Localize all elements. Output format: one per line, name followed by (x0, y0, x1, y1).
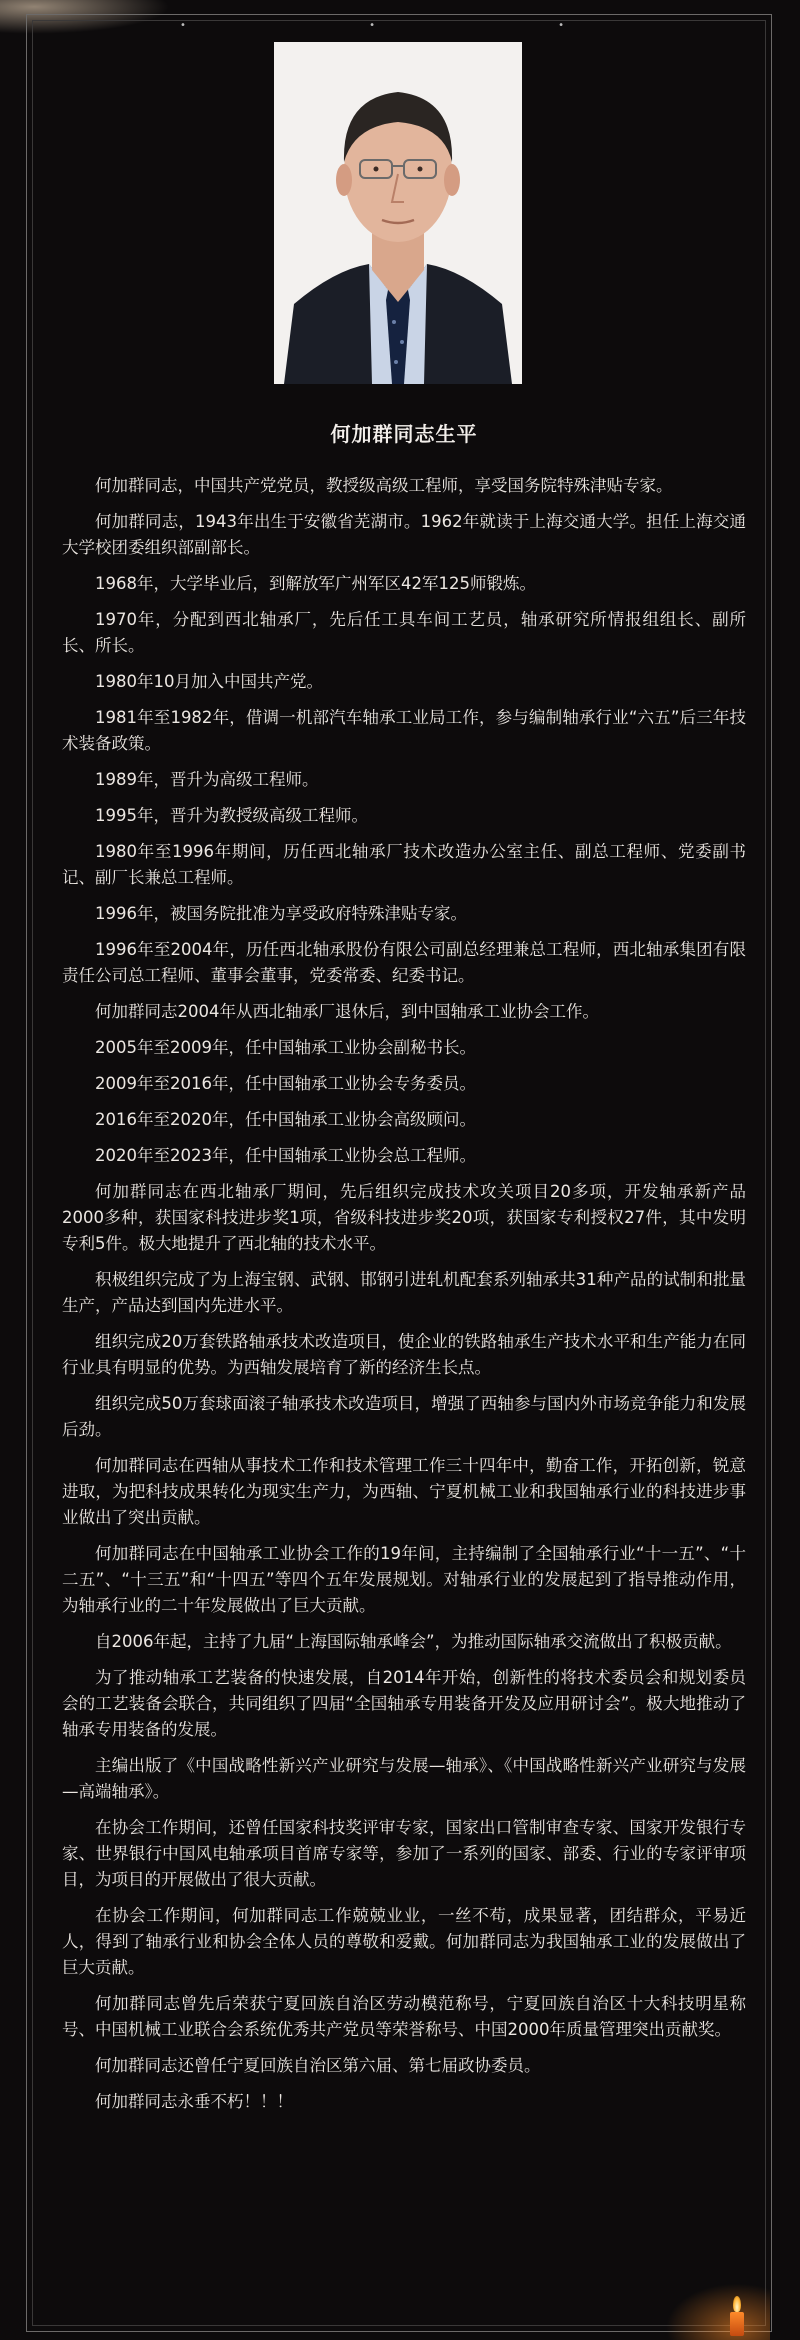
candle-glow-decoration (660, 2280, 770, 2340)
biography-paragraph: 1980年10月加入中国共产党。 (95, 672, 323, 691)
biography-paragraph: 1996年，被国务院批准为享受政府特殊津贴专家。 (95, 904, 467, 923)
biography-paragraph: 1981年至1982年，借调一机部汽车轴承工业局工作，参与编制轴承行业“六五”后三年技术装备政策。 (62, 708, 746, 753)
biography-paragraph: 何加群同志2004年从西北轴承厂退休后，到中国轴承工业协会工作。 (95, 1002, 599, 1021)
biography-paragraph: 自2006年起，主持了九届“上海国际轴承峰会”，为推动国际轴承交流做出了积极贡献。 (95, 1632, 732, 1651)
biography-paragraph: 组织完成50万套球面滚子轴承技术改造项目，增强了西轴参与国内外市场竞争能力和发展后劲。 (62, 1394, 746, 1439)
biography-paragraph: 1968年，大学毕业后，到解放军广州军区42军125师锻炼。 (95, 574, 536, 593)
top-dots-decoration: • • • (180, 20, 655, 31)
biography-paragraph: 何加群同志还曾任宁夏回族自治区第六届、第七届政协委员。 (95, 2056, 541, 2075)
biography-paragraph: 何加群同志曾先后荣获宁夏回族自治区劳动模范称号，宁夏回族自治区十大科技明星称号、中国机械工业联合会系统优秀共产党员等荣誉称号、中国2000年质量管理突出贡献奖。 (62, 1994, 746, 2039)
biography-paragraph: 在协会工作期间，还曾任国家科技奖评审专家，国家出口管制审查专家、国家开发银行专家、世界银行中国风电轴承项目首席专家等，参加了一系列的国家、部委、行业的专家评审项目，为项目的开展做出了很大贡献。 (62, 1818, 746, 1889)
biography-paragraph: 何加群同志在中国轴承工业协会工作的19年间，主持编制了全国轴承行业“十一五”、“十二五”、“十三五”和“十四五”等四个五年发展规划。对轴承行业的发展起到了指导推动作用，为轴承行业的二十年发展做出了巨大贡献。 (62, 1544, 746, 1615)
biography-paragraph: 1995年，晋升为教授级高级工程师。 (95, 806, 368, 825)
biography-paragraph: 2020年至2023年，任中国轴承工业协会总工程师。 (95, 1146, 476, 1165)
biography-paragraph: 何加群同志在西北轴承厂期间，先后组织完成技术攻关项目20多项，开发轴承新产品2000多种，获国家科技进步奖1项，省级科技进步奖20项，获国家专利授权27件，其中发明专利5件。极大地提升了西北轴的技术水平。 (62, 1182, 746, 1253)
biography-paragraph: 2016年至2020年，任中国轴承工业协会高级顾问。 (95, 1110, 476, 1129)
biography-paragraph: 何加群同志在西轴从事技术工作和技术管理工作三十四年中，勤奋工作，开拓创新，锐意进取，为把科技成果转化为现实生产力，为西轴、宁夏机械工业和我国轴承行业的科技进步事业做出了突出贡献。 (62, 1456, 746, 1527)
biography-paragraph: 1970年，分配到西北轴承厂，先后任工具车间工艺员，轴承研究所情报组组长、副所长、所长。 (62, 610, 746, 655)
biography-paragraph: 1996年至2004年，历任西北轴承股份有限公司副总经理兼总工程师，西北轴承集团有限责任公司总工程师、董事会董事，党委常委、纪委书记。 (62, 940, 746, 985)
candle-body (730, 2312, 744, 2336)
biography-paragraph: 1989年，晋升为高级工程师。 (95, 770, 319, 789)
article-content (62, 418, 746, 2125)
biography-paragraph: 何加群同志，1943年出生于安徽省芜湖市。1962年就读于上海交通大学。担任上海交通大学校团委组织部副部长。 (62, 512, 746, 557)
biography-paragraph: 为了推动轴承工艺装备的快速发展，自2014年开始，创新性的将技术委员会和规划委员会的工艺装备会联合，共同组织了四届“全国轴承专用装备开发及应用研讨会”。极大地推动了轴承专用装备的发展。 (62, 1668, 746, 1739)
candle-icon (733, 2296, 741, 2312)
biography-paragraph: 2005年至2009年，任中国轴承工业协会副秘书长。 (95, 1038, 476, 1057)
biography-paragraph: 1980年至1996年期间，历任西北轴承厂技术改造办公室主任、副总工程师、党委副书记、副厂长兼总工程师。 (62, 842, 746, 887)
page-title: 何加群同志生平 (330, 422, 478, 446)
biography-paragraph: 组织完成20万套铁路轴承技术改造项目，使企业的铁路轴承生产技术水平和生产能力在同行业具有明显的优势。为西轴发展培育了新的经济生长点。 (62, 1332, 746, 1377)
biography-paragraph: 积极组织完成了为上海宝钢、武钢、邯钢引进轧机配套系列轴承共31种产品的试制和批量生产，产品达到国内先进水平。 (62, 1270, 746, 1315)
biography-paragraph: 主编出版了《中国战略性新兴产业研究与发展—轴承》、《中国战略性新兴产业研究与发展—高端轴承》。 (62, 1756, 746, 1801)
biography-paragraph: 2009年至2016年，任中国轴承工业协会专务委员。 (95, 1074, 476, 1093)
biography-paragraph: 在协会工作期间，何加群同志工作兢兢业业，一丝不苟，成果显著，团结群众，平易近人，得到了轴承行业和协会全体人员的尊敬和爱戴。何加群同志为我国轴承工业的发展做出了巨大贡献。 (62, 1906, 746, 1977)
portrait-photo (274, 42, 522, 384)
biography-paragraphs (62, 473, 746, 2115)
biography-paragraph: 何加群同志永垂不朽！！！ (95, 2092, 293, 2111)
biography-paragraph: 何加群同志，中国共产党党员，教授级高级工程师，享受国务院特殊津贴专家。 (95, 476, 673, 495)
